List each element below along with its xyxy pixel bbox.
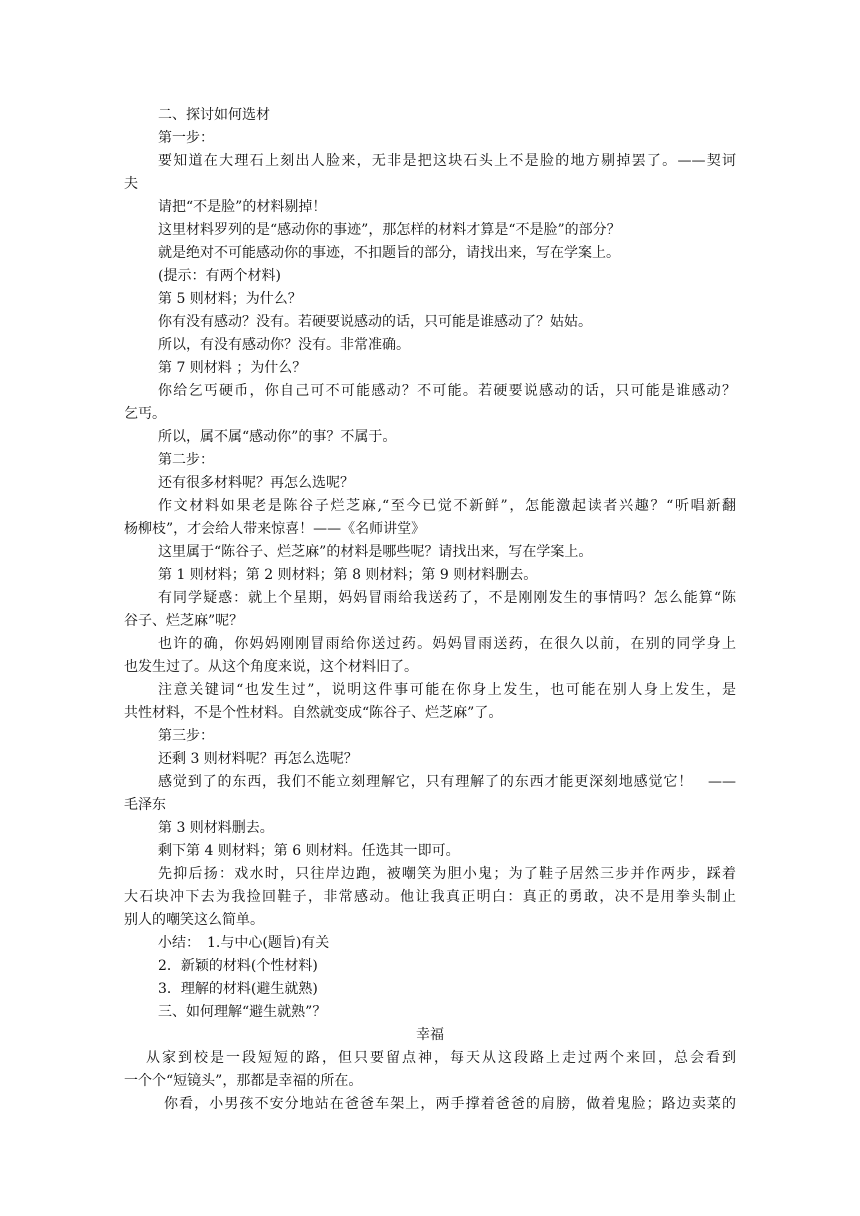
- paragraph-line: 大石块冲下去为我捡回鞋子，非常感动。他让我真正明白：真正的勇敢，决不是用拳头制止: [124, 889, 736, 905]
- quote-line: 要知道在大理石上刻出人脸来，无非是把这块石头上不是脸的地方剔掉罢了。——契诃: [158, 153, 736, 169]
- section-heading-2: 二、探讨如何选材: [158, 107, 270, 123]
- paragraph-line: 谷子、烂芝麻”呢？: [124, 613, 244, 629]
- paragraph-line: 注意关键词“也发生过”，说明这件事可能在你身上发生，也可能在别人身上发生，是: [158, 682, 736, 698]
- paragraph-line: 也许的确，你妈妈刚刚冒雨给你送过药。妈妈冒雨送药，在很久以前，在别的同学身上: [158, 636, 736, 652]
- paragraph-line: 所以，属不属“感动你”的事？不属于。: [158, 429, 397, 445]
- quote-line: 毛泽东: [124, 797, 166, 813]
- paragraph-line: 也发生过了。从这个角度来说，这个材料旧了。: [124, 659, 418, 675]
- essay-line: 从家到校是一段短短的路，但只要留点神，每天从这段路上走过两个来回，总会看到: [146, 1050, 736, 1066]
- quote-line: 杨柳枝”，才会给人带来惊喜！——《名师讲堂》: [124, 521, 426, 537]
- step-heading: 第一步：: [158, 130, 214, 146]
- paragraph-line: 第 3 则材料删去。: [158, 820, 274, 836]
- paragraph-line: 所以，有没有感动你？没有。非常准确。: [158, 337, 410, 353]
- quote-line: 夫: [124, 176, 138, 192]
- paragraph-line: 第 7 则材料 ；为什么？: [158, 360, 307, 376]
- paragraph-line: 有同学疑惑：就上个星期，妈妈冒雨给我送药了，不是刚刚发生的事情吗？怎么能算“陈: [158, 590, 736, 606]
- paragraph-line: 还剩 3 则材料呢？再怎么选呢？: [158, 751, 358, 767]
- paragraph-line: 先抑后扬：戏水时，只往岸边跑，被嘲笑为胆小鬼；为了鞋子居然三步并作两步，踩着: [158, 866, 736, 882]
- summary-line: 2．新颖的材料(个性材料): [158, 958, 318, 974]
- paragraph-line: 就是绝对不可能感动你的事迹，不扣题旨的部分，请找出来，写在学案上。: [158, 245, 620, 261]
- paragraph-line: 第 5 则材料；为什么？: [158, 291, 302, 307]
- paragraph-line: 共性材料，不是个性材料。自然就变成“陈谷子、烂芝麻”了。: [124, 705, 503, 721]
- step-heading: 第二步：: [158, 452, 214, 468]
- paragraph-line: 第 1 则材料；第 2 则材料；第 8 则材料；第 9 则材料删去。: [158, 567, 538, 583]
- paragraph-line: 你有没有感动？没有。若硬要说感动的话，只可能是谁感动了？姑姑。: [158, 314, 592, 330]
- paragraph-line: 你给乞丐硬币，你自己可不可能感动？不可能。若硬要说感动的话，只可能是谁感动？: [158, 383, 736, 399]
- paragraph-line: 剩下第 4 则材料；第 6 则材料。任选其一即可。: [158, 843, 460, 859]
- quote-line: 作文材料如果老是陈谷子烂芝麻,“至今已觉不新鲜”，怎能激起读者兴趣？“听唱新翻: [158, 498, 736, 514]
- step-heading: 第三步：: [158, 728, 214, 744]
- paragraph-line: 这里材料罗列的是“感动你的事迹”，那怎样的材料才算是“不是脸”的部分？: [158, 222, 621, 238]
- summary-line: 3．理解的材料(避生就熟): [158, 981, 318, 997]
- paragraph-line: 乞丐。: [124, 406, 166, 422]
- essay-line: 你看，小男孩不安分地站在爸爸车架上，两手撑着爸爸的肩膀，做着鬼脸；路边卖菜的: [164, 1096, 736, 1112]
- paragraph-line: 请把“不是脸”的材料剔掉！: [158, 199, 327, 215]
- paragraph-line: 别人的嘲笑这么简单。: [124, 912, 264, 928]
- summary-line: 小结： 1.与中心(题旨)有关: [158, 935, 330, 951]
- paragraph-line: 这里属于“陈谷子、烂芝麻”的材料是哪些呢？请找出来，写在学案上。: [158, 544, 593, 560]
- hint-line: (提示：有两个材料): [158, 268, 281, 284]
- quote-line: 感觉到了的东西，我们不能立刻理解它，只有理解了的东西才能更深刻地感觉它！ ——: [158, 774, 736, 790]
- paragraph-line: 还有很多材料呢？再怎么选呢？: [158, 475, 354, 491]
- essay-line: 一个个“短镜头”，那都是幸福的所在。: [124, 1073, 363, 1089]
- section-heading-3: 三、如何理解“避生就熟”？: [158, 1004, 327, 1020]
- essay-title: 幸福: [416, 1027, 444, 1043]
